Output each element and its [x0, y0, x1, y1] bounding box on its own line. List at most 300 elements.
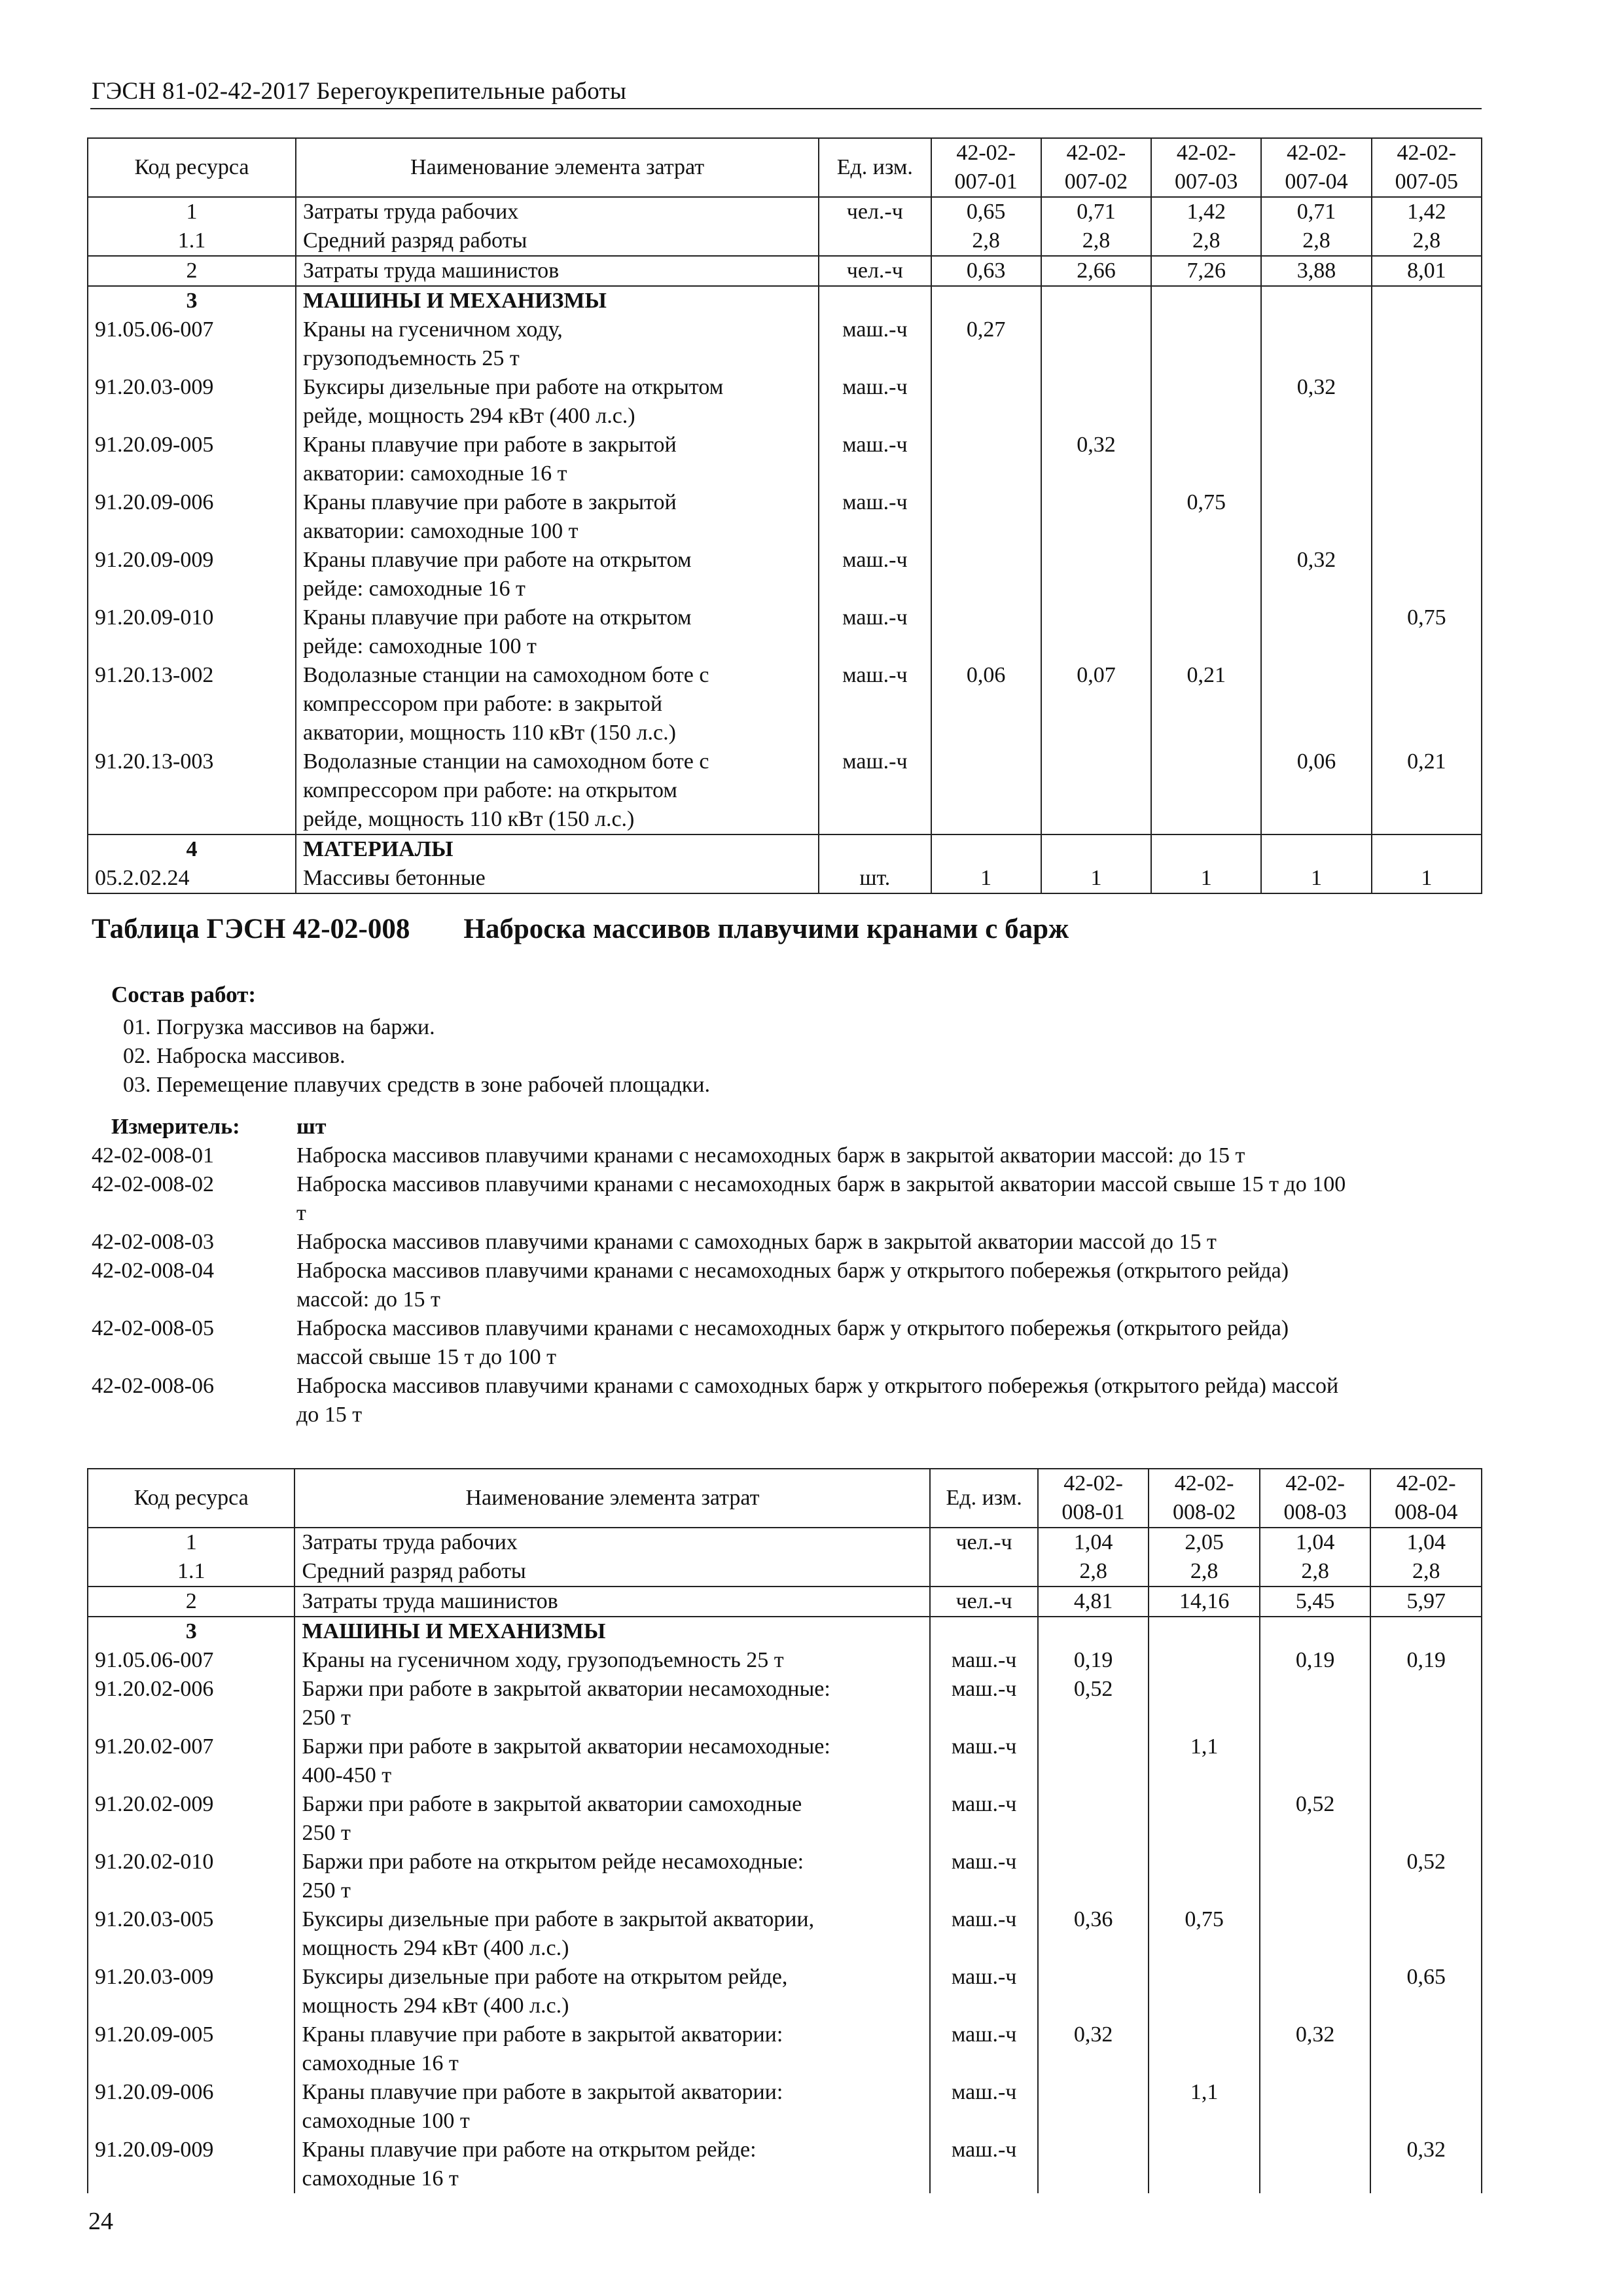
value-cell: 2,8 [1370, 1557, 1482, 1587]
resource-code: 91.20.13-003 [88, 747, 296, 834]
resource-code: 91.20.09-009 [88, 546, 296, 603]
value-cell [1261, 603, 1371, 661]
unit-cell: маш.-ч [819, 661, 931, 747]
value-cell: 1 [1261, 864, 1371, 893]
value-cell: 0,36 [1038, 1905, 1149, 1963]
resource-name-line: Затраты труда машинистов [302, 1589, 558, 1613]
value-cell: 0,75 [1149, 1905, 1260, 1963]
value-cell: 2,05 [1149, 1528, 1260, 1557]
resource-name [294, 1675, 930, 1732]
col-header-007-05: 42-02- 007-05 [1372, 138, 1482, 197]
meter-description-line: Наброска массивов плавучими кранами с самоходных барж у открытого побережья (открытого рейда) массой [296, 1374, 1339, 1398]
resource-name-line: рейде: самоходные 100 т [303, 634, 537, 658]
meter-row [92, 1314, 1486, 1372]
resource-name-line: акватории: самоходные 100 т [303, 519, 579, 543]
resource-name [296, 834, 819, 864]
meter-description [296, 1314, 1486, 1372]
table-row [88, 864, 1482, 893]
value-cell [1372, 546, 1482, 603]
resource-name-line: компрессором при работе: на открытом [303, 778, 677, 802]
resource-name-line: самоходные 16 т [302, 2051, 459, 2075]
resource-name-line: рейде: самоходные 16 т [303, 577, 526, 601]
resource-code: 91.20.02-009 [88, 1790, 294, 1848]
resource-name [296, 286, 819, 315]
table-header-row [88, 138, 1482, 197]
value-cell [1038, 1963, 1149, 2020]
value-cell: 2,8 [1149, 1557, 1260, 1587]
value-cell: 1,04 [1370, 1528, 1482, 1557]
value-cell: 0,27 [931, 315, 1041, 373]
meter-description [296, 1170, 1486, 1228]
value-cell [1260, 2136, 1371, 2193]
unit-cell [819, 834, 931, 864]
value-cell [1372, 488, 1482, 546]
value-cell: 2,8 [1151, 226, 1261, 256]
value-cell [1041, 488, 1151, 546]
resource-name-line: Баржи при работе в закрытой акватории несамоходные: [302, 1734, 830, 1759]
meter-row [92, 1372, 1486, 1429]
value-cell: 2,8 [1260, 1557, 1371, 1587]
value-cell: 2,8 [1372, 226, 1482, 256]
resource-name-line: Массивы бетонные [303, 866, 486, 890]
resource-code: 91.20.03-009 [88, 373, 296, 431]
resource-name [294, 2136, 930, 2193]
value-cell [1041, 603, 1151, 661]
value-cell [931, 747, 1041, 834]
table-row [88, 747, 1482, 834]
meter-code: 42-02-008-02 [92, 1172, 214, 1196]
value-cell: 0,63 [931, 256, 1041, 286]
resource-name [294, 2078, 930, 2136]
resource-name [296, 431, 819, 488]
value-cell [1151, 603, 1261, 661]
value-cell: 1,1 [1149, 1732, 1260, 1790]
resource-name [296, 226, 819, 256]
resource-code: 3 [88, 286, 296, 315]
value-cell [1370, 2078, 1482, 2136]
resource-code: 91.20.09-010 [88, 603, 296, 661]
resource-code: 3 [88, 1617, 294, 1646]
value-cell [931, 373, 1041, 431]
value-cell [1372, 431, 1482, 488]
value-cell [1261, 834, 1371, 864]
value-cell: 2,8 [1038, 1557, 1149, 1587]
resource-name-line: акватории: самоходные 16 т [303, 461, 567, 486]
table-row [88, 1790, 1482, 1848]
meter-code: 42-02-008-01 [92, 1143, 214, 1168]
table-row [88, 197, 1482, 226]
unit-cell: маш.-ч [930, 2136, 1037, 2193]
value-cell [1372, 286, 1482, 315]
value-cell [1149, 1617, 1260, 1646]
table-row [88, 286, 1482, 315]
resource-name [294, 1617, 930, 1646]
col-header-008-02: 42-02- 008-02 [1149, 1469, 1260, 1528]
resource-name-line: Водолазные станции на самоходном боте с [303, 663, 709, 687]
value-cell: 0,52 [1260, 1790, 1371, 1848]
resource-name-line: МАТЕРИАЛЫ [303, 837, 454, 861]
value-cell: 4,81 [1038, 1587, 1149, 1617]
resource-name-line: Буксиры дизельные при работе на открытом [303, 375, 724, 399]
meter-label: Измеритель: [111, 1115, 240, 1139]
value-cell: 0,65 [1370, 1963, 1482, 2020]
resource-code: 91.20.02-010 [88, 1848, 294, 1905]
col-header-code: Код ресурса [88, 1469, 294, 1528]
value-cell [1370, 1732, 1482, 1790]
resource-name-line: самоходные 16 т [302, 2166, 459, 2191]
value-cell: 0,19 [1038, 1646, 1149, 1675]
meter-unit: шт [296, 1115, 327, 1139]
resource-code: 1 [88, 1528, 294, 1557]
meter-description-line: массой свыше 15 т до 100 т [296, 1345, 557, 1369]
meter-section [92, 1113, 1486, 1429]
resource-name [296, 747, 819, 834]
resource-code: 91.20.02-006 [88, 1675, 294, 1732]
resource-name-line: Краны плавучие при работе на открытом [303, 548, 692, 572]
value-cell [1038, 1790, 1149, 1848]
value-cell [1260, 1732, 1371, 1790]
resource-name-line: Средний разряд работы [302, 1559, 526, 1583]
value-cell [1370, 1675, 1482, 1732]
value-cell: 0,32 [1261, 373, 1371, 431]
table-row [88, 373, 1482, 431]
table-row [88, 1905, 1482, 1963]
value-cell: 0,71 [1261, 197, 1371, 226]
value-cell [1370, 2020, 1482, 2078]
col-header-007-04: 42-02- 007-04 [1261, 138, 1371, 197]
unit-cell: маш.-ч [819, 431, 931, 488]
value-cell: 7,26 [1151, 256, 1261, 286]
resource-name-line: МАШИНЫ И МЕХАНИЗМЫ [302, 1619, 606, 1643]
value-cell [1038, 2136, 1149, 2193]
value-cell [1149, 1790, 1260, 1848]
meter-description-line: Наброска массивов плавучими кранами с несамоходных барж у открытого побережья (открытого рейда) [296, 1259, 1289, 1283]
resource-code: 91.20.09-006 [88, 2078, 294, 2136]
value-cell: 0,52 [1370, 1848, 1482, 1905]
meter-description [296, 1257, 1486, 1314]
resource-name [294, 1790, 930, 1848]
value-cell [1372, 315, 1482, 373]
value-cell: 0,21 [1151, 661, 1261, 747]
meter-description [296, 1372, 1486, 1429]
resource-name-line: 250 т [302, 1706, 351, 1730]
value-cell: 0,32 [1041, 431, 1151, 488]
value-cell [1151, 546, 1261, 603]
resource-name [294, 1732, 930, 1790]
resource-name-line: Средний разряд работы [303, 228, 527, 253]
col-header-unit: Ед. изм. [819, 138, 931, 197]
value-cell: 0,32 [1261, 546, 1371, 603]
resource-name-line: самоходные 100 т [302, 2109, 470, 2133]
resource-name [294, 1646, 930, 1675]
unit-cell: маш.-ч [930, 1848, 1037, 1905]
meter-description-line: массой: до 15 т [296, 1287, 440, 1312]
unit-cell: чел.-ч [930, 1587, 1037, 1617]
resource-name [296, 488, 819, 546]
unit-cell: шт. [819, 864, 931, 893]
value-cell: 0,71 [1041, 197, 1151, 226]
unit-cell [819, 226, 931, 256]
resource-name-line: рейде, мощность 294 кВт (400 л.с.) [303, 404, 635, 428]
value-cell: 0,65 [931, 197, 1041, 226]
table-row [88, 226, 1482, 256]
resource-name [294, 2020, 930, 2078]
meter-description [296, 1141, 1486, 1170]
unit-cell: чел.-ч [930, 1528, 1037, 1557]
value-cell: 1,1 [1149, 2078, 1260, 2136]
value-cell [1151, 373, 1261, 431]
value-cell [1260, 1963, 1371, 2020]
meter-row [92, 1141, 1486, 1170]
meter-description-line: Наброска массивов плавучими кранами с несамоходных барж в закрытой акватории массой: до 15 т [296, 1143, 1245, 1168]
value-cell: 1 [1372, 864, 1482, 893]
resource-name [294, 1963, 930, 2020]
table-row [88, 1528, 1482, 1557]
resource-name-line: Краны плавучие при работе на открытом [303, 605, 692, 630]
value-cell: 1,42 [1151, 197, 1261, 226]
value-cell [1041, 315, 1151, 373]
list-item: 03. Перемещение плавучих средств в зоне рабочей площадки. [123, 1073, 710, 1097]
value-cell: 2,8 [1041, 226, 1151, 256]
table-row [88, 1732, 1482, 1790]
resource-name-line: Краны плавучие при работе в закрытой [303, 433, 677, 457]
value-cell: 2,66 [1041, 256, 1151, 286]
unit-cell [930, 1557, 1037, 1587]
meter-code: 42-02-008-03 [92, 1230, 214, 1254]
value-cell [1151, 315, 1261, 373]
table-title: Наброска массивов плавучими кранами с барж [463, 914, 1069, 944]
resource-name [294, 1587, 930, 1617]
value-cell [931, 546, 1041, 603]
col-header-008-03: 42-02- 008-03 [1260, 1469, 1371, 1528]
resource-name-line: Краны плавучие при работе в закрытой акватории: [302, 2080, 783, 2104]
value-cell [931, 286, 1041, 315]
value-cell [1261, 661, 1371, 747]
value-cell: 1 [931, 864, 1041, 893]
value-cell [1151, 431, 1261, 488]
resource-code: 2 [88, 256, 296, 286]
resource-name-line: Краны плавучие при работе в закрытой [303, 490, 677, 514]
value-cell [1041, 546, 1151, 603]
resource-code: 05.2.02.24 [88, 864, 296, 893]
list-item: 01. Погрузка массивов на баржи. [123, 1015, 435, 1039]
meter-row [92, 1257, 1486, 1314]
meter-row [92, 1113, 1486, 1141]
resource-name [296, 546, 819, 603]
unit-cell: маш.-ч [930, 1790, 1037, 1848]
value-cell [1260, 1617, 1371, 1646]
table-row [88, 1675, 1482, 1732]
col-header-008-01: 42-02- 008-01 [1038, 1469, 1149, 1528]
resource-name-line: Затраты труда рабочих [303, 200, 519, 224]
value-cell [1261, 488, 1371, 546]
value-cell [1149, 2136, 1260, 2193]
resource-name-line: Баржи при работе в закрытой акватории самоходные [302, 1792, 802, 1816]
value-cell: 1,04 [1260, 1528, 1371, 1557]
unit-cell: маш.-ч [930, 2020, 1037, 2078]
table-row [88, 1557, 1482, 1587]
value-cell: 0,52 [1038, 1675, 1149, 1732]
resource-name [296, 256, 819, 286]
unit-cell: маш.-ч [819, 488, 931, 546]
resource-code: 91.20.09-006 [88, 488, 296, 546]
resource-name-line: Краны плавучие при работе на открытом рейде: [302, 2138, 757, 2162]
resource-name-line: Затраты труда машинистов [303, 259, 560, 283]
value-cell: 1 [1041, 864, 1151, 893]
cost-table-008 [87, 1468, 1482, 2193]
resource-name-line: Водолазные станции на самоходном боте с [303, 749, 709, 774]
value-cell [1260, 1848, 1371, 1905]
col-header-007-03: 42-02- 007-03 [1151, 138, 1261, 197]
cost-table-007 [87, 137, 1482, 894]
resource-name-line: Баржи при работе в закрытой акватории несамоходные: [302, 1677, 830, 1701]
value-cell [1041, 373, 1151, 431]
resource-name [296, 603, 819, 661]
resource-name-line: Баржи при работе на открытом рейде несамоходные: [302, 1850, 804, 1874]
table-row [88, 2020, 1482, 2078]
value-cell [1038, 1732, 1149, 1790]
meter-code: 42-02-008-04 [92, 1259, 214, 1283]
resource-code: 91.20.03-005 [88, 1905, 294, 1963]
work-composition-list [123, 1013, 710, 1100]
unit-cell: чел.-ч [819, 197, 931, 226]
resource-name-line: компрессором при работе: в закрытой [303, 692, 663, 716]
value-cell: 8,01 [1372, 256, 1482, 286]
resource-name [296, 661, 819, 747]
table-heading [92, 913, 1069, 945]
table-row [88, 1587, 1482, 1617]
resource-code: 2 [88, 1587, 294, 1617]
value-cell: 0,75 [1372, 603, 1482, 661]
resource-name-line: МАШИНЫ И МЕХАНИЗМЫ [303, 289, 607, 313]
value-cell: 3,88 [1261, 256, 1371, 286]
value-cell [1041, 834, 1151, 864]
resource-name-line: Краны на гусеничном ходу, грузоподъемность 25 т [302, 1648, 784, 1672]
meter-row [92, 1170, 1486, 1228]
value-cell: 0,19 [1370, 1646, 1482, 1675]
table-row [88, 1963, 1482, 2020]
resource-code: 1 [88, 197, 296, 226]
meter-code: 42-02-008-05 [92, 1316, 214, 1340]
table-row [88, 834, 1482, 864]
unit-cell: чел.-ч [819, 256, 931, 286]
work-composition-title: Состав работ: [111, 982, 256, 1007]
value-cell: 0,21 [1372, 747, 1482, 834]
resource-name-line: Краны плавучие при работе в закрытой акватории: [302, 2022, 783, 2047]
value-cell [1041, 286, 1151, 315]
value-cell: 14,16 [1149, 1587, 1260, 1617]
unit-cell: маш.-ч [930, 1675, 1037, 1732]
value-cell: 1 [1151, 864, 1261, 893]
value-cell [1149, 2020, 1260, 2078]
meter-description-line: до 15 т [296, 1403, 363, 1427]
value-cell [1149, 1675, 1260, 1732]
running-header: ГЭСН 81-02-42-2017 Берегоукрепительные работы [92, 78, 627, 105]
unit-cell: маш.-ч [819, 603, 931, 661]
meter-description-line: Наброска массивов плавучими кранами с несамоходных барж у открытого побережья (открытого рейда) [296, 1316, 1289, 1340]
unit-cell: маш.-ч [819, 546, 931, 603]
table-row [88, 546, 1482, 603]
resource-code: 91.05.06-007 [88, 1646, 294, 1675]
resource-name-line: Буксиры дизельные при работе на открытом рейде, [302, 1965, 788, 1989]
resource-name [294, 1905, 930, 1963]
value-cell: 1,04 [1038, 1528, 1149, 1557]
value-cell [931, 488, 1041, 546]
value-cell [931, 603, 1041, 661]
resource-name [296, 864, 819, 893]
col-header-007-01: 42-02- 007-01 [931, 138, 1041, 197]
table-row [88, 2136, 1482, 2193]
value-cell [1149, 1646, 1260, 1675]
unit-cell: маш.-ч [930, 1732, 1037, 1790]
value-cell [1372, 834, 1482, 864]
meter-code: 42-02-008-06 [92, 1374, 214, 1398]
value-cell [1038, 1617, 1149, 1646]
unit-cell [930, 1617, 1037, 1646]
value-cell: 2,8 [1261, 226, 1371, 256]
resource-name-line: Буксиры дизельные при работе в закрытой акватории, [302, 1907, 815, 1931]
unit-cell: маш.-ч [930, 2078, 1037, 2136]
resource-name-line: Затраты труда рабочих [302, 1530, 518, 1554]
value-cell [1149, 1963, 1260, 2020]
value-cell [1151, 747, 1261, 834]
resource-name-line: рейде, мощность 110 кВт (150 л.с.) [303, 807, 635, 831]
unit-cell: маш.-ч [819, 747, 931, 834]
header-rule [90, 108, 1482, 109]
table-row [88, 488, 1482, 546]
resource-name-line: грузоподъемность 25 т [303, 346, 520, 370]
unit-cell: маш.-ч [930, 1905, 1037, 1963]
col-header-007-02: 42-02- 007-02 [1041, 138, 1151, 197]
table-row [88, 661, 1482, 747]
meter-description-line: Наброска массивов плавучими кранами с самоходных барж в закрытой акватории массой до 15 т [296, 1230, 1217, 1254]
value-cell: 5,97 [1370, 1587, 1482, 1617]
resource-name [294, 1557, 930, 1587]
table-number: Таблица ГЭСН 42-02-008 [92, 914, 410, 944]
value-cell [1260, 2078, 1371, 2136]
table-row [88, 1617, 1482, 1646]
resource-code: 91.20.09-005 [88, 2020, 294, 2078]
resource-code: 91.05.06-007 [88, 315, 296, 373]
value-cell: 0,32 [1038, 2020, 1149, 2078]
table-row [88, 1848, 1482, 1905]
value-cell: 2,8 [931, 226, 1041, 256]
table-row [88, 1646, 1482, 1675]
resource-name-line: акватории, мощность 110 кВт (150 л.с.) [303, 721, 676, 745]
resource-name-line: мощность 294 кВт (400 л.с.) [302, 1994, 569, 2018]
value-cell [931, 834, 1041, 864]
resource-code: 91.20.03-009 [88, 1963, 294, 2020]
value-cell [1260, 1675, 1371, 1732]
table-row [88, 431, 1482, 488]
col-header-code: Код ресурса [88, 138, 296, 197]
value-cell [1370, 1790, 1482, 1848]
value-cell [1261, 315, 1371, 373]
resource-name-line: Краны на гусеничном ходу, [303, 317, 563, 342]
page-number: 24 [88, 2208, 113, 2235]
resource-name-line: 400-450 т [302, 1763, 392, 1787]
unit-cell: маш.-ч [930, 1963, 1037, 2020]
value-cell [1372, 373, 1482, 431]
value-cell: 5,45 [1260, 1587, 1371, 1617]
resource-code: 1.1 [88, 1557, 294, 1587]
value-cell [1261, 431, 1371, 488]
value-cell [1372, 661, 1482, 747]
resource-name [296, 373, 819, 431]
value-cell [1151, 286, 1261, 315]
col-header-name: Наименование элемента затрат [294, 1469, 930, 1528]
value-cell: 0,06 [1261, 747, 1371, 834]
